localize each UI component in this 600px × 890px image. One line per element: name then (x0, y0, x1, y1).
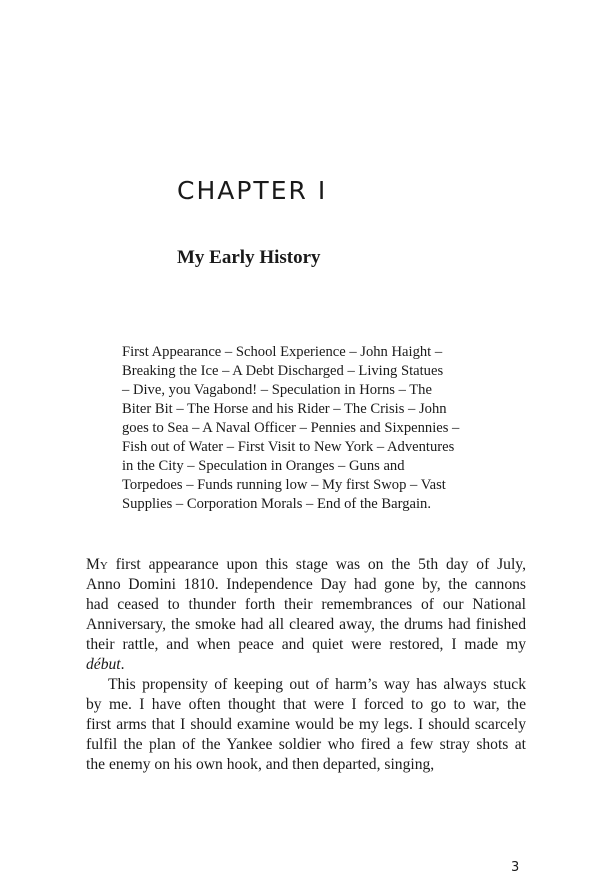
body-line: had ceased to thunder forth their remembrances of our National (86, 596, 526, 613)
body-line: by me. I have often thought that were I forced to go to war, the (86, 696, 526, 713)
synopsis-line: in the City – Speculation in Oranges – Guns and (122, 458, 405, 474)
synopsis-line: Torpedoes – Funds running low – My first Swop – Vast (122, 477, 446, 493)
body-line: their rattle, and when peace and quiet were restored, I made my (86, 636, 526, 653)
synopsis-line: Fish out of Water – First Visit to New York – Adventures (122, 439, 455, 455)
synopsis-line: goes to Sea – A Naval Officer – Pennies and Sixpennies – (122, 420, 460, 436)
body-line (86, 555, 526, 575)
body-line: fulfil the plan of the Yankee soldier who fired a few stray shots at (86, 736, 526, 753)
synopsis-line: First Appearance – School Experience – John Haight – (122, 344, 443, 360)
chapter-heading: CHAPTER I (177, 176, 328, 205)
paragraph-2 (86, 675, 526, 775)
synopsis-line: Biter Bit – The Horse and his Rider – The Crisis – John (122, 401, 447, 417)
body-line: This propensity of keeping out of harm’s way has always stuck (108, 676, 526, 693)
body-line-text: . (120, 656, 125, 673)
chapter-synopsis (122, 343, 490, 514)
synopsis-line: – Dive, you Vagabond! – Speculation in Horns – The (122, 382, 432, 398)
body-line (86, 655, 526, 675)
italic-word: début (86, 656, 121, 673)
body-line: first arms that I should examine would be my legs. I should scarcely (86, 716, 526, 733)
page-number: 3 (511, 860, 520, 875)
chapter-subtitle: My Early History (177, 247, 321, 268)
paragraph-1 (86, 555, 526, 675)
body-line-text: first appearance upon this stage was on the 5th day of July, (107, 556, 526, 573)
synopsis-line: Supplies – Corporation Morals – End of the Bargain. (122, 496, 431, 512)
drop-word: My (86, 556, 108, 573)
body-line: the enemy on his own hook, and then departed, singing, (86, 756, 435, 773)
body-line: Anno Domini 1810. Independence Day had gone by, the cannons (86, 576, 526, 593)
body-text (86, 555, 526, 775)
synopsis-line: Breaking the Ice – A Debt Discharged – Living Statues (122, 363, 444, 379)
body-line: Anniversary, the smoke had all cleared away, the drums had finished (86, 616, 526, 633)
